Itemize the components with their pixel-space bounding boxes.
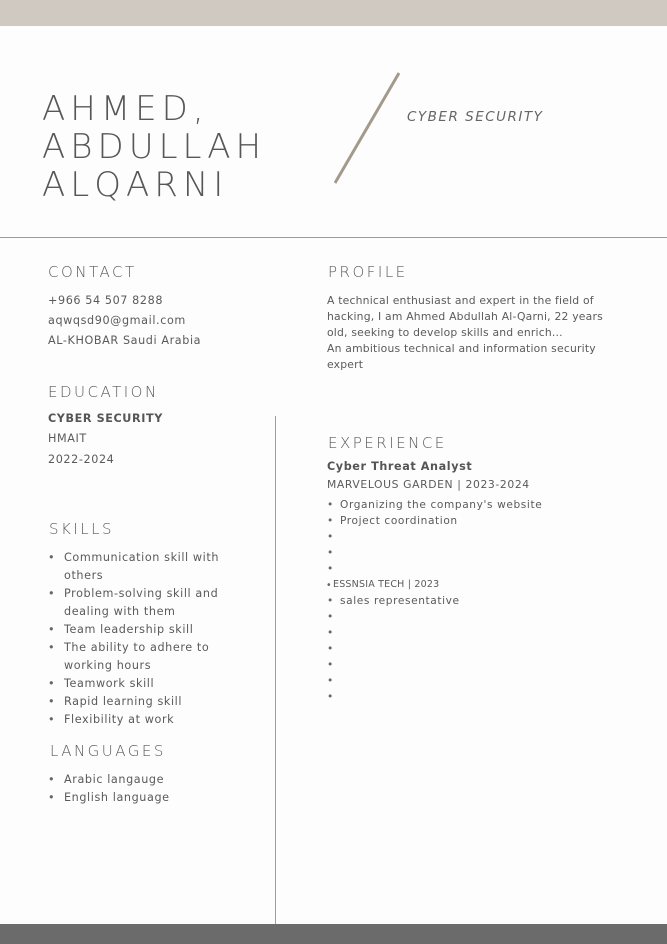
name-line-3: ALQARNI	[42, 165, 229, 205]
languages-list	[48, 771, 258, 807]
experience-bullet	[327, 625, 617, 641]
skills-title: SKILLS	[49, 520, 115, 538]
top-band	[0, 0, 667, 26]
language-item: • English language	[48, 789, 258, 807]
name-line-2: ABDULLAH	[42, 127, 267, 167]
skill-item: • The ability to adhere to working hours	[48, 639, 258, 675]
experience-bullet	[327, 545, 617, 561]
experience-bullet: • ESSNSIA TECH | 2023	[327, 577, 617, 593]
skill-item: • Communication skill with others	[48, 549, 258, 585]
experience-bullet: • sales representative	[327, 593, 617, 609]
education-years: 2022-2024	[48, 453, 115, 466]
contact-title: CONTACT	[48, 263, 137, 281]
experience-title: EXPERIENCE	[328, 434, 447, 452]
experience-bullet	[327, 561, 617, 577]
education-school: HMAIT	[48, 432, 87, 445]
experience-job-title: Cyber Threat Analyst	[327, 460, 473, 473]
bottom-band	[0, 924, 667, 944]
decorative-slash	[334, 72, 404, 184]
skill-item: • Flexibility at work	[48, 711, 258, 729]
name-line-1: AHMED,	[42, 89, 209, 129]
experience-bullet	[327, 641, 617, 657]
language-item: • Arabic langauge	[48, 771, 258, 789]
experience-bullet	[327, 657, 617, 673]
experience-bullet: • Organizing the company's website	[327, 497, 617, 513]
header-divider	[0, 237, 667, 238]
skill-item: • Teamwork skill	[48, 675, 258, 693]
skill-item: • Team leadership skill	[48, 621, 258, 639]
job-role: CYBER SECURITY	[407, 109, 544, 125]
column-divider	[275, 416, 276, 924]
profile-title: PROFILE	[328, 263, 408, 281]
contact-location: AL-KHOBAR Saudi Arabia	[48, 334, 202, 347]
experience-bullet	[327, 609, 617, 625]
contact-email: aqwqsd90@gmail.com	[48, 314, 186, 327]
languages-title: LANGUAGES	[50, 742, 166, 760]
experience-bullet	[327, 689, 617, 705]
contact-phone: +966 54 507 8288	[48, 294, 164, 307]
education-title: EDUCATION	[48, 383, 159, 401]
education-degree: CYBER SECURITY	[48, 412, 163, 425]
profile-text: A technical enthusiast and expert in the field of hacking, I am Ahmed Abdullah Al-Qarni, 22 years old, seeking to develop skills and enrich... An ambitious technical and information security expert	[327, 294, 603, 371]
skill-item: • Problem-solving skill and dealing with them	[48, 585, 258, 621]
skill-item: • Rapid learning skill	[48, 693, 258, 711]
experience-bullet: • Project coordination	[327, 513, 617, 529]
candidate-name	[42, 90, 266, 204]
experience-company: MARVELOUS GARDEN | 2023-2024	[327, 478, 530, 491]
experience-bullet	[327, 673, 617, 689]
experience-bullet	[327, 529, 617, 545]
experience-bullets	[327, 497, 617, 705]
skills-list	[48, 549, 258, 729]
